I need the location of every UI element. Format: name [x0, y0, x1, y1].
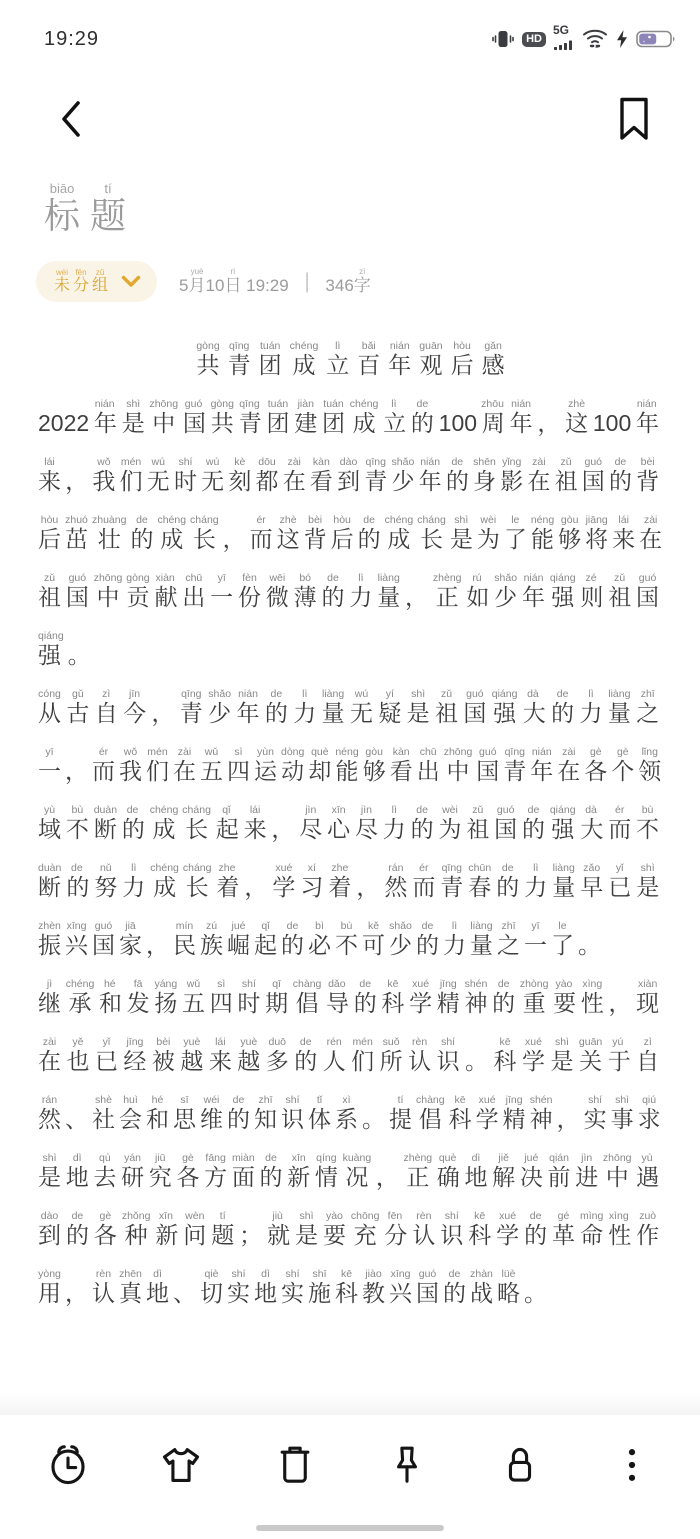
- group-selector[interactable]: [36, 261, 157, 302]
- group-label: 未wèi分fēn组zǔ: [54, 268, 109, 294]
- home-indicator[interactable]: [256, 1525, 444, 1531]
- note-paragraph: 2022 年nián是shì中zhōng国guó共gòng青qīng团tuán建jiàn团tuán成chéng立lì的de100 周zhōu年nián， 这zhè100 年nián来lái， 我wǒ们mén无wú时shí无wú刻kè都dōu在zài看kàn到dào青qīng少shǎo年nián的de身shēn影yǐng在zài祖zǔ国guó的de背bèi后hòu茁zhuó壮zhuàng的de成chéng长cháng， 而ér这zhè背bèi后hòu的de成chéng长cháng是shì为wèi了le能néng够gòu将jiāng来lái在zài祖zǔ国guó中zhōng贡gòng献xiàn出chū一yī份fèn微wēi薄bó的de力lì量liàng， 正zhèng如rú少shǎo年nián强qiáng则zé祖zǔ国guó强qiáng。: [38, 398, 663, 668]
- nav-bar: [0, 60, 700, 148]
- skin-button[interactable]: [152, 1437, 210, 1493]
- status-bar: [0, 0, 700, 60]
- battery-icon: [636, 29, 676, 49]
- trash-icon: [273, 1443, 317, 1487]
- delete-button[interactable]: [267, 1437, 323, 1493]
- more-button[interactable]: [604, 1437, 660, 1493]
- pin-button[interactable]: [379, 1437, 435, 1493]
- note-body[interactable]: [0, 302, 700, 1322]
- hd-badge: HD: [522, 32, 546, 47]
- note-date: 5月yuè10日rì 19:29: [179, 267, 289, 295]
- note-date-and-count: [179, 267, 371, 296]
- lock-icon: [498, 1443, 542, 1487]
- reminder-button[interactable]: [40, 1437, 96, 1493]
- alarm-clock-icon: [46, 1443, 90, 1487]
- back-button[interactable]: [50, 91, 92, 147]
- back-chevron-icon: [56, 97, 86, 141]
- bottom-toolbar: [0, 1415, 700, 1539]
- essay-heading: 共gòng青qīng团tuán成chéng立lì百bǎi年nián观guān后hòu感gǎn: [196, 340, 505, 378]
- status-icons: [491, 23, 676, 50]
- note-meta-row: [0, 239, 700, 302]
- bookmark-icon: [616, 96, 652, 142]
- note-title-input[interactable]: 标biāo题tí: [44, 181, 127, 236]
- 5g-signal-icon: 5G: [553, 28, 575, 50]
- wifi-icon: [582, 28, 608, 50]
- vibrate-icon: [491, 29, 515, 49]
- charging-bolt-icon: [615, 29, 629, 49]
- tshirt-icon: [158, 1443, 204, 1487]
- kebab-menu-icon: [610, 1443, 654, 1487]
- toolbar-top-fade: [0, 1393, 700, 1415]
- note-paragraph: 继jì承chéng和hé发fā扬yáng五wǔ四sì时shí期qī倡chàng导dǎo的de科kē学xué精jīng神shén的de重zhòng要yào性xìng， 现xiàn在zài也yě已yǐ经jīng被bèi越yuè来lái越yuè多duō的de人rén们mén所suǒ认rèn识shí。 科kē学xué是shì关guān于yú自zì然rán、 社shè会huì和hé思sī维wéi的de知zhī识shí体tǐ系xì。 提tí倡chàng科kē学xué精jīng神shén， 实shí事shì求qiú是shì地dì去qù研yán究jiū各gè方fāng面miàn的de新xīn情qíng况kuàng， 正zhèng确què地dì解jiě决jué前qián进jìn中zhōng遇yù到dào的de各gè种zhǒng新xīn问wèn题tí； 就jiù是shì要yào充chōng分fēn认rèn识shí科kē学xué的de革gé命mìng性xìng作zuò用yòng， 认rèn真zhēn地dì、 切qiè实shí地dì实shí施shī科kē教jiào兴xīng国guó的de战zhàn略lüè。: [38, 978, 661, 1306]
- meta-separator: |: [304, 268, 310, 293]
- bookmark-button[interactable]: [610, 90, 658, 148]
- status-time: 19:29: [44, 27, 100, 50]
- lock-button[interactable]: [492, 1437, 548, 1493]
- note-paragraph: 从cóng古gǔ自zì今jīn， 青qīng少shǎo年nián的de力lì量liàng无wú疑yí是shì祖zǔ国guó强qiáng大dà的de力lì量liàng之zhī一yī， 而ér我wǒ们mén在zài五wǔ四sì运yùn动dòng却què能néng够gòu看kàn出chū中zhōng国guó青qīng年nián在zài各gè个gè领lǐng域yù不bù断duàn的de成chéng长cháng起qǐ来lái， 尽jìn心xīn尽jìn力lì的de为wèi祖zǔ国guó的de强qiáng大dà而ér不bù断duàn的de努nǔ力lì成chéng长cháng着zhe， 学xué习xí着zhe， 然rán而ér青qīng春chūn的de力lì量liàng早zǎo已yǐ是shì振zhèn兴xīng国guó家jiā， 民mín族zú崛jué起qǐ的de必bì不bù可kě少shǎo的de力lì量liàng之zhī一yī了le。: [38, 688, 662, 958]
- word-count: 346字zì: [325, 267, 371, 295]
- pushpin-icon: [385, 1443, 429, 1487]
- chevron-down-icon: [121, 275, 141, 288]
